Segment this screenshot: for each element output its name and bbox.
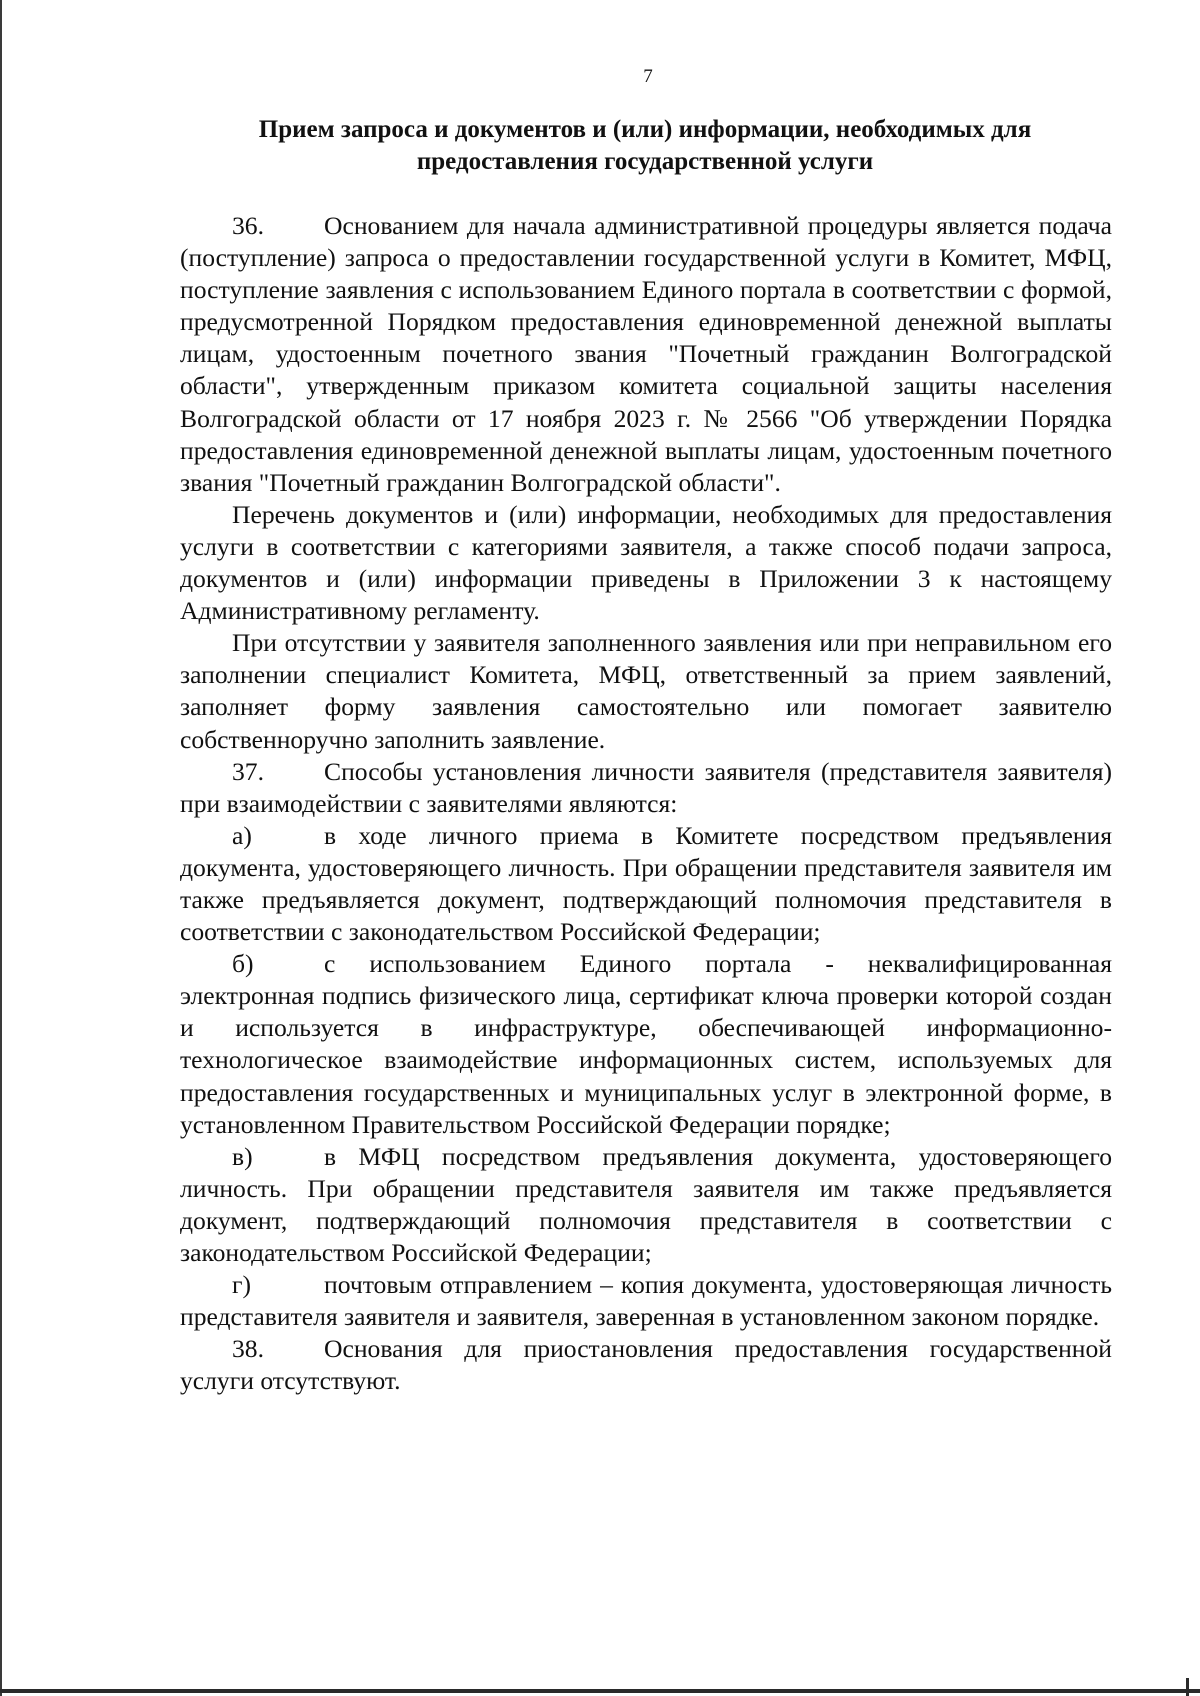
paragraph-text: При отсутствии у заявителя заполненного заявления или при неправильном его заполнении специалист Комитета, МФЦ, ответственный за прием заявлений, заполняет форму заявления самостоятельно или помогает заявителю собственноручно заполнить заявление. [180, 628, 1112, 754]
section-heading [180, 114, 1110, 178]
list-item-g [180, 1269, 1112, 1333]
list-item-marker: а) [232, 820, 252, 850]
scan-border-bottom [0, 1689, 1200, 1693]
section-heading-line-1: Прием запроса и документов и (или) информации, необходимых для [258, 116, 1032, 143]
list-item-marker: г) [232, 1270, 252, 1300]
list-item-text: в ходе личного приема в Комитете посредством предъявления документа, удостоверяющего личность. При обращении представителя заявителя им также предъявляется документ, подтверждающий полномочия представителя в соответствии с законодательством Российской Федерации; [180, 820, 1112, 947]
paragraph-36 [180, 210, 1112, 499]
paragraph-number: 38. [232, 1334, 264, 1364]
paragraph-37 [180, 756, 1112, 820]
scan-border-left [0, 0, 2, 1696]
paragraph-text: Перечень документов и (или) информации, необходимых для предоставления услуги в соответствии с категориями заявителя, а также способ подачи запроса, документов и (или) информации приведены в Приложении 3 к настоящему Административному регламенту. [180, 499, 1112, 626]
paragraph-number: 36. [232, 211, 264, 240]
document-body [180, 210, 1112, 1397]
paragraph-text: Основанием для начала административной процедуры является подача (поступление) запроса о предоставлении государственной услуги в Комитет, МФЦ, поступление заявления с использованием Единого портала в соответствии с формой, предусмотренной Порядком предоставления единовременной денежной выплаты лицам, удостоенным почетного звания "Почетный гражданин Волгоградской области", утвержденным приказом комитета социальной защиты населения Волгоградской области от 17 ноября 2023 г. № 2566 "Об утверждении Порядка предоставления единовременной денежной выплаты лицам, удостоенным почетного звания "Почетный гражданин Волгоградской области". [180, 211, 1112, 497]
list-item-text: с использованием Единого портала - неквалифицированная электронная подпись физического лица, сертификат ключа проверки которой создан и используется в инфраструктуре, обеспечивающей информационно-технологическое взаимодействие информационных систем, используемых для предоставления государственных и муниципальных услуг в электронной форме, в установленном Правительством Российской Федерации порядке; [180, 949, 1112, 1139]
paragraph-text: Основания для приостановления предоставления государственной услуги отсутствуют. [180, 1334, 1112, 1396]
paragraph-form-assistance [180, 627, 1112, 755]
list-item-text: почтовым отправлением – копия документа, удостоверяющая личность представителя заявителя и заявителя, заверенная в установленном законом порядке. [180, 1270, 1112, 1332]
scan-border-mark [1186, 1678, 1189, 1696]
paragraph-text: Способы установления личности заявителя (представителя заявителя) при взаимодействии с заявителями являются: [180, 756, 1112, 818]
paragraph-38 [180, 1333, 1112, 1397]
paragraph-number: 37. [232, 756, 264, 786]
section-heading-line-2: предоставления государственной услуги [416, 148, 874, 175]
list-item-b [180, 948, 1112, 1141]
list-item-text: в МФЦ посредством предъявления документа, удостоверяющего личность. При обращении представителя заявителя им также предъявляется документ, подтверждающий полномочия представителя в соответствии с законодательством Российской Федерации; [180, 1141, 1112, 1267]
page-number: 7 [643, 66, 653, 87]
paragraph-documents-list [180, 499, 1112, 627]
list-item-marker: в) [232, 1141, 253, 1171]
list-item-v [180, 1141, 1112, 1269]
list-item-marker: б) [232, 949, 254, 979]
list-item-a [180, 820, 1112, 948]
